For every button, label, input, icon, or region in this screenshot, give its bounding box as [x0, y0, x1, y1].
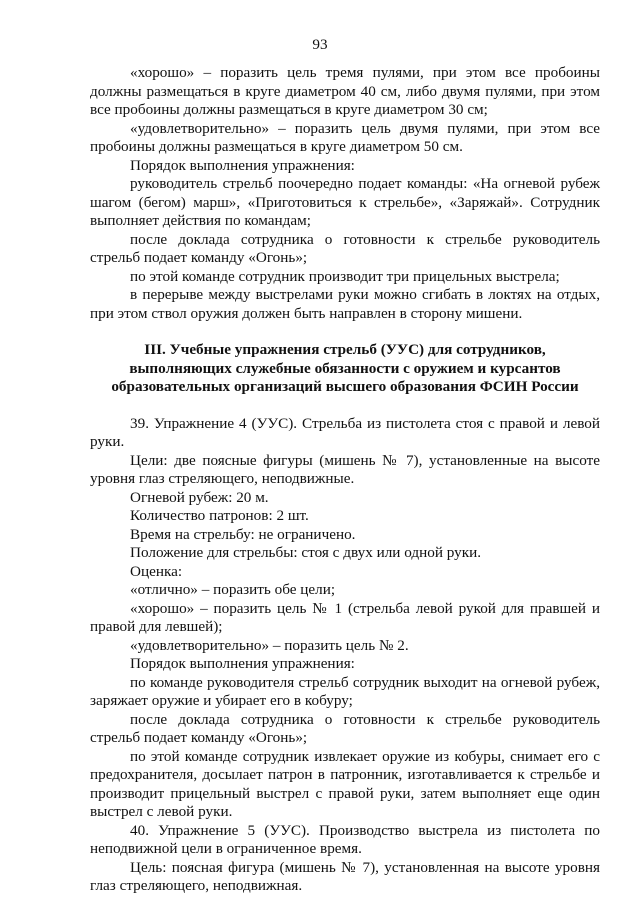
section-heading-line: образовательных организаций высшего образования ФСИН России	[111, 378, 579, 395]
exercise-title: 39. Упражнение 4 (УУС). Стрельба из пистолета стоя с правой и левой руки.	[90, 414, 600, 450]
paragraph: Оценка:	[130, 562, 183, 580]
section-heading-line: выполняющих служебные обязанности с оружием и курсантов	[129, 359, 561, 377]
paragraph: по этой команде сотрудник извлекает оружие из кобуры, снимает его с предохранителя, досылает патрон в патронник, изготавливается к стрельбе и производит прицельный выстрел с правой руки, затем выполняет еще один выстрел с левой руки.	[90, 747, 600, 820]
document-body	[90, 64, 600, 896]
paragraph: по этой команде сотрудник производит три прицельных выстрела;	[130, 267, 560, 285]
paragraph: Порядок выполнения упражнения:	[130, 156, 355, 174]
paragraph: после доклада сотрудника о готовности к стрельбе руководитель стрельб подает команду «Огонь»;	[90, 710, 600, 746]
paragraph: после доклада сотрудника о готовности к стрельбе руководитель стрельб подает команду «Огонь»;	[90, 230, 600, 266]
paragraph: Время на стрельбу: не ограничено.	[130, 525, 356, 543]
paragraph: «отлично» – поразить обе цели;	[130, 581, 336, 598]
page-number: 93	[312, 36, 328, 53]
paragraph: «удовлетворительно» – поразить цель двумя пулями, при этом все пробоины должны размещаться в круге диаметром 50 см.	[90, 119, 600, 155]
paragraph: Цели: две поясные фигуры (мишень № 7), установленные на высоте уровня глаз стреляющего, неподвижные.	[90, 451, 600, 487]
paragraph: Положение для стрельбы: стоя с двух или одной руки.	[130, 544, 482, 561]
paragraph: Цель: поясная фигура (мишень № 7), установленная на высоте уровня глаз стреляющего, неподвижная.	[90, 858, 600, 894]
paragraph: Огневой рубеж: 20 м.	[130, 488, 269, 506]
paragraph: «хорошо» – поразить цель тремя пулями, при этом все пробоины должны размещаться в круге диаметром 40 см, либо двумя пулями, при этом все пробоины должны размещаться в круге диаметром 30 см;	[90, 64, 600, 118]
paragraph: Порядок выполнения упражнения:	[130, 655, 355, 672]
section-heading	[90, 341, 600, 397]
section-heading-line: III. Учебные упражнения стрельб (УУС) для сотрудников,	[144, 341, 546, 358]
paragraph: «удовлетворительно» – поразить цель № 2.	[130, 636, 409, 654]
paragraph: «хорошо» – поразить цель № 1 (стрельба левой рукой для правшей и правой для левшей);	[90, 599, 600, 635]
paragraph: Количество патронов: 2 шт.	[130, 507, 309, 524]
paragraph: в перерыве между выстрелами руки можно сгибать в локтях на отдых, при этом ствол оружия должен быть направлен в сторону мишени.	[90, 286, 600, 322]
paragraph: по команде руководителя стрельб сотрудник выходит на огневой рубеж, заряжает оружие и убирает его в кобуру;	[90, 673, 600, 709]
exercise-title: 40. Упражнение 5 (УУС). Производство выстрела из пистолета по неподвижной цели в ограниченное время.	[90, 821, 600, 857]
paragraph: руководитель стрельб поочередно подает команды: «На огневой рубеж шагом (бегом) марш», «Приготовиться к стрельбе», «Заряжай». Сотрудник выполняет действия по командам;	[90, 175, 600, 229]
